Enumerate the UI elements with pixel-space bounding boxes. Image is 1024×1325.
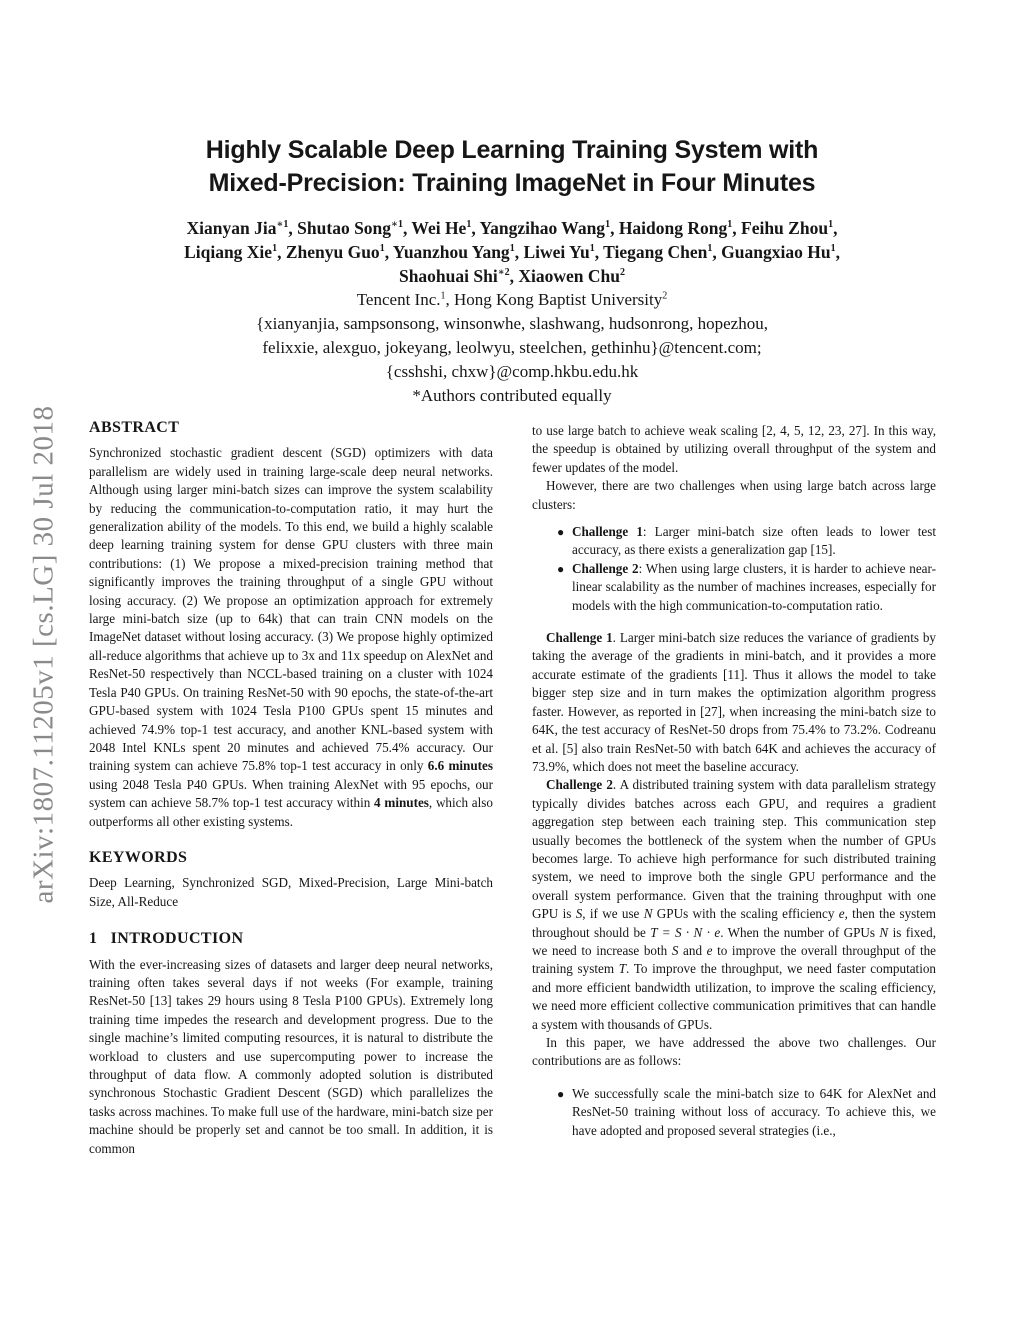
arxiv-sidebar <box>24 368 64 940</box>
introduction-heading <box>89 930 493 948</box>
author-sep: , <box>402 218 412 238</box>
section-title: INTRODUCTION <box>110 930 244 948</box>
abstract-bold-time: 6.6 minutes <box>427 758 493 774</box>
challenge-1-label: Challenge 1 <box>546 630 613 646</box>
math-var: e <box>838 906 845 922</box>
challenge-2-label: Challenge 2 <box>546 777 613 793</box>
author-line-1 <box>100 216 924 240</box>
author-sep: , <box>288 218 298 238</box>
author-name: Liqiang Xie <box>184 242 273 262</box>
author-name: Liwei Yu <box>523 242 590 262</box>
challenge-text: : Larger mini-batch size often leads to lower test accuracy, as there exists a generalization gap [15]. <box>572 524 936 558</box>
challenge-1-paragraph <box>532 629 936 776</box>
abstract-text <box>89 444 493 831</box>
author-sep: , <box>610 218 619 238</box>
author-name: Shaohuai Shi <box>398 266 498 286</box>
text-run: is fixed, we need to increase both <box>532 924 936 958</box>
challenge-label: Challenge 2 <box>572 560 639 576</box>
author-mark: 1 <box>466 219 472 231</box>
equal-contribution-note: *Authors contributed equally <box>412 386 612 405</box>
author-name: Xiaowen Chu <box>518 266 621 286</box>
title-line-2: Mixed-Precision: Training ImageNet in Four Minutes <box>208 169 816 197</box>
author-sep: , <box>833 218 838 238</box>
math-var: N <box>879 924 889 940</box>
math-var: S <box>575 906 583 922</box>
author-sep: , <box>514 242 524 262</box>
list-item <box>557 523 936 560</box>
challenge-label: Challenge 1 <box>572 524 643 540</box>
introduction-paragraph: With the ever-increasing sizes of datasets and larger deep neural networks, training often takes several days if not weeks (For example, training ResNet-50 [13] takes 29 hours using 8 Tesla P100 GPUs). Extremely long training time impedes the research and development progress. Due to the single machine’s limited computing resources, it is natural to distribute the workload to clusters and use supercomputing power to increase the throughput of data flow. A commonly adopted solution is distributed synchronous Stochastic Gradient Descent (SGD) which parallelizes the tasks across machines. To make full use of the hardware, mini-batch size per machine should be properly set and cannot be too small. In addition, it is common <box>89 956 493 1156</box>
text-run: and <box>678 942 707 958</box>
author-name: Zhenyu Guo <box>285 242 380 262</box>
email-line-1: {xianyanjia, sampsonsong, winsonwhe, slashwang, hudsonrong, hopezhou, <box>256 314 768 333</box>
author-sep: , <box>732 218 741 238</box>
affiliation-mark: 2 <box>662 290 668 302</box>
author-name: Tiegang Chen <box>603 242 708 262</box>
author-name: Yangzihao Wang <box>479 218 606 238</box>
challenge-list <box>532 523 936 615</box>
author-list <box>100 216 924 288</box>
challenge-1-text: . Larger mini-batch size reduces the variance of gradients by taking the average of the gradients in mini-batch, and it provides a more accurate estimate of the gradients [11]. Thus it allows the model to take bigger step size and in turn makes the optimization algorithm progress faster. However, as reported in [27], when increasing the mini-batch size to 64K, the test accuracy of ResNet-50 drops from 75.4% to 73.2%. Codreanu et al. [5] also train ResNet-50 with batch 64K and achieves the accuracy of 73.9%, which does not meet the baseline accuracy. <box>532 630 936 774</box>
author-line-2 <box>100 240 924 264</box>
author-name: Yuanzhou Yang <box>392 242 510 262</box>
author-mark: ∗1 <box>391 219 403 231</box>
author-sep: , <box>277 242 286 262</box>
bullet-icon: ● <box>557 561 565 576</box>
abstract-text-c: , which also outperforms all other existing systems. <box>89 795 493 829</box>
abstract-text-b: using 2048 Tesla P40 GPUs. When training AlexNet with 95 epochs, our system can achieve 58.7% top-1 test accuracy within <box>89 776 493 811</box>
author-sep: , <box>384 242 393 262</box>
email-line-3: {csshshi, chxw}@comp.hkbu.edu.hk <box>385 362 639 381</box>
author-line-3 <box>100 264 924 288</box>
author-mark: 1 <box>605 219 611 231</box>
author-name: Xianyan Jia <box>186 218 277 238</box>
author-name: Guangxiao Hu <box>721 242 831 262</box>
author-name: Wei He <box>411 218 467 238</box>
keywords-heading: KEYWORDS <box>89 848 188 866</box>
right-column <box>532 422 936 1140</box>
author-mark: 1 <box>828 219 834 231</box>
text-run: GPUs with the scaling efficiency <box>652 906 839 922</box>
affiliation-mark: 1 <box>440 290 446 302</box>
text-run: , if we use <box>582 906 644 922</box>
author-sep: , <box>471 218 480 238</box>
text-run: . A distributed training system with data parallelism strategy typically divides batches across each GPU, and requires a gradient aggregation step between each training step. This communication step usually becomes the bottleneck of the system when the number of GPUs becomes large. To achieve high performance for such distributed training system, we need to improve both the single GPU performance and the overall system performance. Given that the training throughput with one GPU is <box>532 777 936 922</box>
author-mark: 1 <box>727 219 733 231</box>
author-name: Feihu Zhou <box>741 218 829 238</box>
text-run: to improve the overall throughput of the training system <box>532 942 937 977</box>
math-var: N <box>643 906 653 922</box>
author-mark: ∗1 <box>276 219 289 231</box>
abstract-bold-time-2: 4 minutes <box>374 795 429 811</box>
list-item <box>557 560 936 615</box>
affiliation-block <box>100 288 924 408</box>
arxiv-identifier: arXiv:1807.11205v1 [cs.LG] 30 Jul 2018 <box>27 405 60 903</box>
author-mark: ∗2 <box>497 267 510 279</box>
author-mark: 1 <box>509 243 515 255</box>
text-run: . When the number of GPUs <box>720 924 880 940</box>
text-run: . To improve the throughput, we need faster computation and more efficient bandwidth utilization, to improve the scaling efficiency, we need more efficient collective communication primitives that can handle a system with thousands of GPUs. <box>532 961 936 1032</box>
contribution-text: We successfully scale the mini-batch size to 64K for AlexNet and ResNet-50 training without loss of accuracy. To achieve this, we have adopted and proposed several strategies (i.e., <box>572 1085 936 1138</box>
title-line-1: Highly Scalable Deep Learning Training System with <box>205 136 819 164</box>
left-column <box>89 419 493 1158</box>
author-name: Haidong Rong <box>618 218 728 238</box>
author-sep: , <box>509 266 519 286</box>
abstract-heading: ABSTRACT <box>89 419 180 436</box>
paragraph-challenges-intro: However, there are two challenges when using large batch across large clusters: <box>532 478 936 512</box>
email-line-2: felixxie, alexguo, jokeyang, leolwyu, steelchen, gethinhu}@tencent.com; <box>262 338 762 357</box>
bullet-icon: ● <box>557 525 565 540</box>
contribution-list <box>532 1085 936 1140</box>
abstract-text-a: Synchronized stochastic gradient descent (SGD) optimizers with data parallelism are widely used in training large-scale deep neural networks. Although using larger mini-batch sizes can improve the system scalability by reducing the communication-to-computation ratio, it may hurt the generalization ability of the models. To this end, we build a highly scalable deep learning training system for dense GPU clusters with three main contributions: (1) We propose a mixed-precision training method that significantly improves the training throughput of a single GPU without losing accuracy. (2) We propose an optimization approach for extremely large mini-batch size (up to 64k) that can train CNN models on the ImageNet dataset without losing accuracy. (3) We propose highly optimized all-reduce algorithms that achieve up to 3x and 11x speedup on AlexNet and ResNet-50 respectively than NCCL-based training on a cluster with 1024 Tesla P40 GPUs. On training ResNet-50 with 90 epochs, the state-of-the-art GPU-based system with 1024 Tesla P100 GPUs spent 15 minutes and achieved 74.9% top-1 test accuracy, and another KNL-based system with 2048 Intel KNLs spent 20 minutes and achieved 75.4% accuracy. Our training system can achieve 75.8% top-1 test accuracy in only <box>89 445 493 774</box>
paragraph-continued: to use large batch to achieve weak scaling [2, 4, 5, 12, 23, 27]. In this way, the speedup is obtained by utilizing overall throughput of the system and fewer updates of the model. <box>532 423 936 475</box>
affiliation-sep: , <box>445 290 454 309</box>
author-mark: 1 <box>379 243 385 255</box>
throughput-formula: T = S · N · e <box>650 924 721 940</box>
author-name: Shutao Song <box>297 218 392 238</box>
paper-title <box>120 134 904 200</box>
list-item <box>557 1085 936 1140</box>
author-sep: , <box>835 242 840 262</box>
keywords-text: Deep Learning, Synchronized SGD, Mixed-Precision, Large Mini-batch Size, All-Reduce <box>89 875 493 909</box>
challenge-text: : When using large clusters, it is harder to achieve near-linear scalability as the number of machines increases, especially for models with the high communication-to-computation ratio. <box>572 560 936 613</box>
bullet-icon: ● <box>557 1086 565 1101</box>
author-mark: 2 <box>620 267 626 279</box>
affiliation-tencent: Tencent Inc. <box>356 290 441 309</box>
contributions-intro: In this paper, we have addressed the above two challenges. Our contributions are as follows: <box>532 1035 936 1069</box>
affiliation-hkbu: Hong Kong Baptist University <box>454 290 663 309</box>
author-mark: 1 <box>707 243 713 255</box>
author-mark: 1 <box>589 243 595 255</box>
author-mark: 1 <box>830 243 836 255</box>
author-sep: , <box>712 242 722 262</box>
math-var: T <box>618 961 627 977</box>
author-mark: 1 <box>272 243 278 255</box>
author-sep: , <box>594 242 604 262</box>
section-number: 1 <box>89 930 98 948</box>
math-var: e <box>706 942 713 958</box>
challenge-2-paragraph <box>532 776 936 1034</box>
math-var: S <box>671 942 679 958</box>
affiliation-line <box>100 288 924 312</box>
text-run: , then the system throughout should be <box>532 906 937 940</box>
